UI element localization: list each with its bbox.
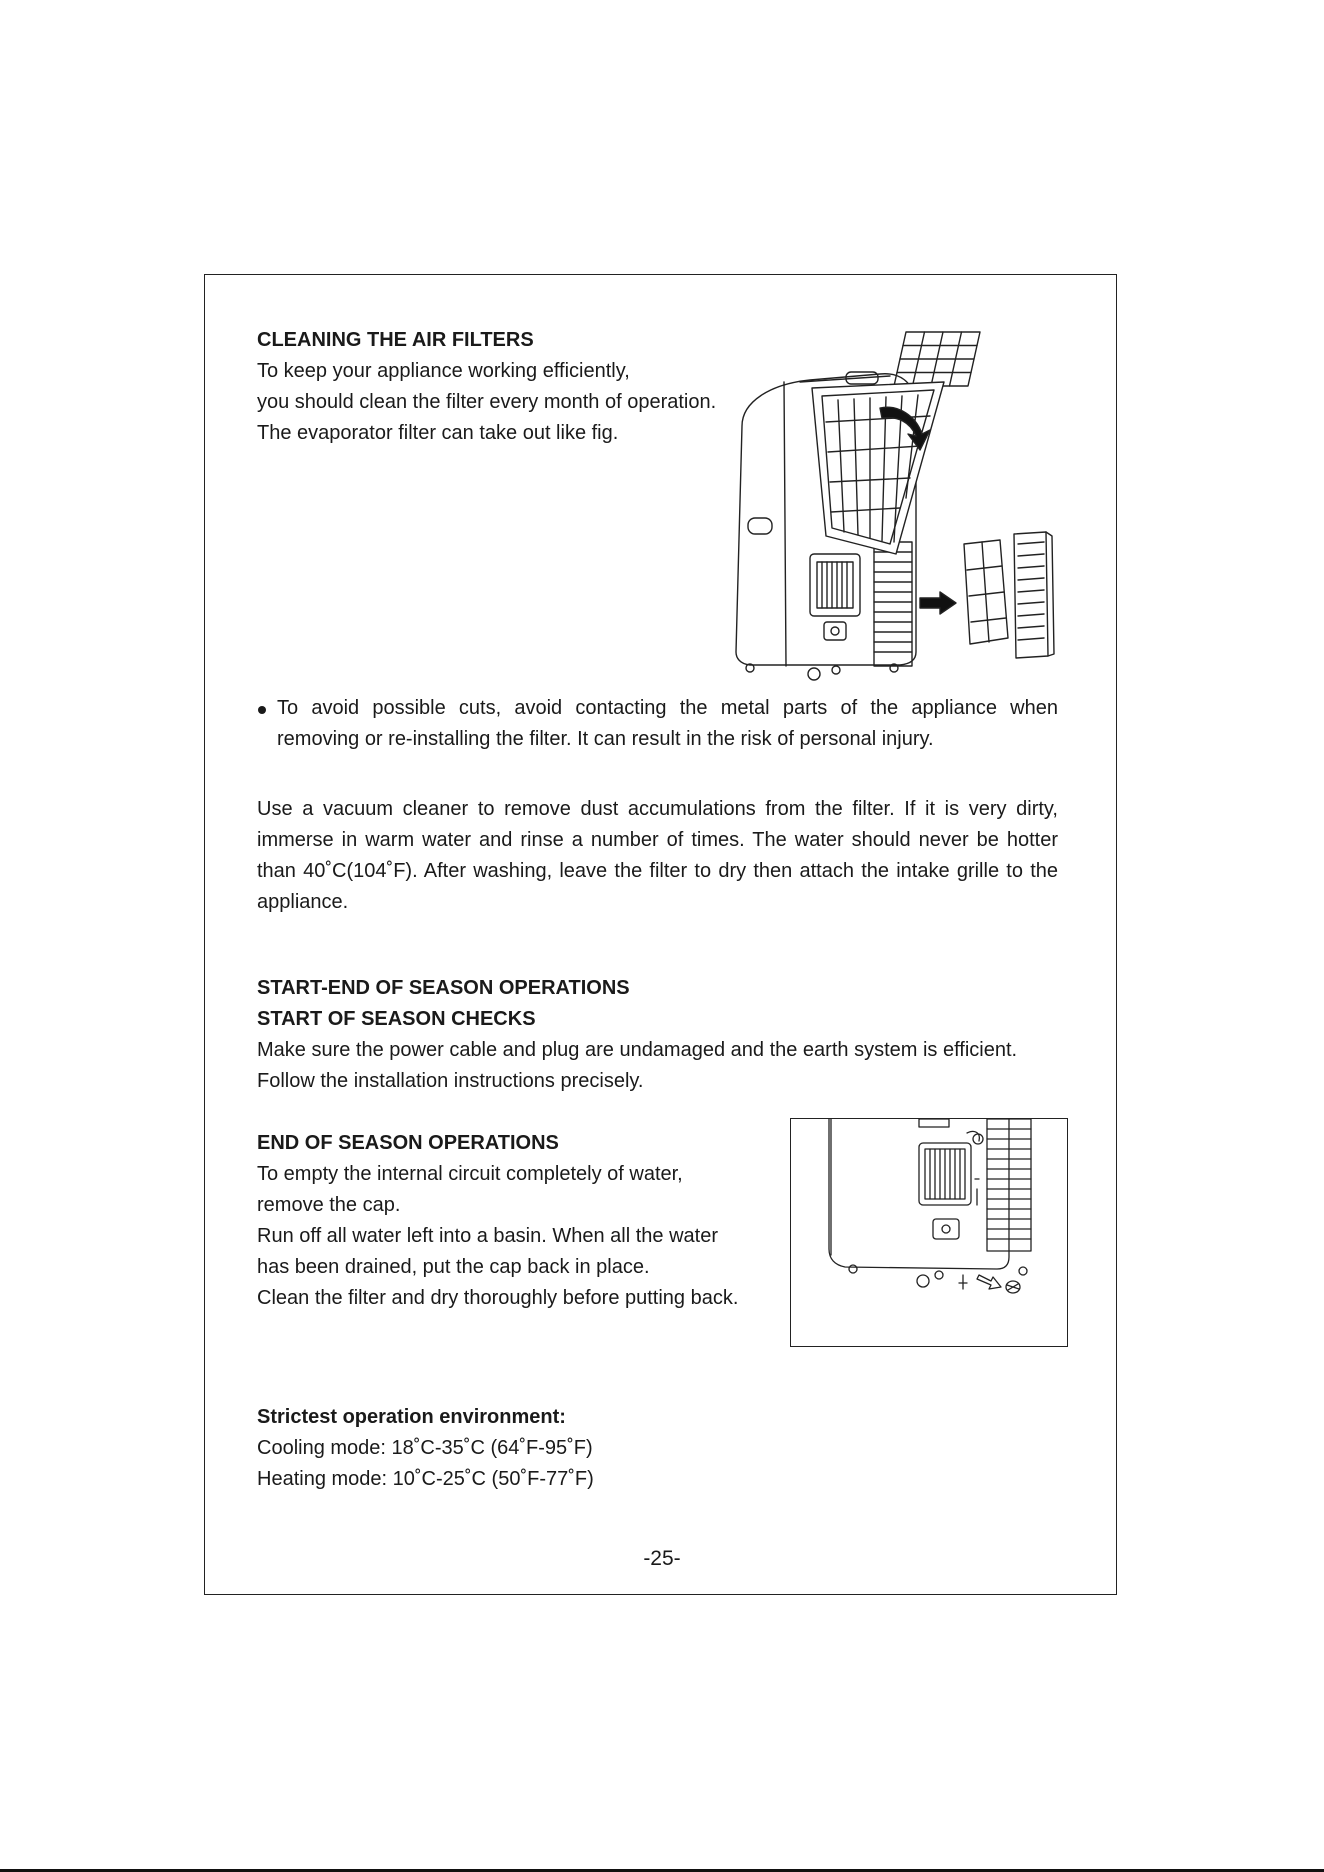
safety-bullet bbox=[277, 693, 1058, 755]
safety-bullet-line: removing or re-installing the filter. It can result in the risk of personal injury. bbox=[277, 728, 934, 750]
end-season-title: END OF SEASON OPERATIONS bbox=[257, 1132, 559, 1154]
start-season-text bbox=[257, 1035, 1017, 1097]
cleaning-intro-line: To keep your appliance working efficiently, bbox=[257, 360, 630, 382]
washing-paragraph bbox=[257, 794, 1058, 918]
end-season-line: Run off all water left into a basin. When all the water bbox=[257, 1225, 718, 1247]
filter-door bbox=[812, 382, 944, 554]
page-number: -25- bbox=[643, 1547, 681, 1570]
right-arrow-icon bbox=[920, 592, 956, 614]
heating-mode: Heating mode: 10˚C-25˚C (50˚F-77˚F) bbox=[257, 1468, 594, 1490]
filter-frame bbox=[964, 540, 1008, 644]
filter-panel bbox=[1014, 532, 1054, 658]
washing-line: than 40˚C(104˚F). After washing, leave the filter to dry then attach the intake grille to the bbox=[257, 860, 1058, 882]
filter-grid-icon bbox=[894, 332, 980, 386]
end-season-line: has been drained, put the cap back in place. bbox=[257, 1256, 650, 1278]
drain-plug-icon bbox=[959, 1275, 967, 1289]
washing-line: Use a vacuum cleaner to remove dust accumulations from the filter. If it is very dirty, bbox=[257, 798, 1058, 820]
end-season-line: Clean the filter and dry thoroughly before putting back. bbox=[257, 1287, 739, 1309]
season-title: START-END OF SEASON OPERATIONS bbox=[257, 977, 630, 999]
cleaning-intro-line: you should clean the filter every month of operation. bbox=[257, 391, 717, 413]
bullet-dot bbox=[258, 706, 266, 714]
start-season-line: Follow the installation instructions precisely. bbox=[257, 1070, 644, 1092]
cooling-mode: Cooling mode: 18˚C-35˚C (64˚F-95˚F) bbox=[257, 1437, 593, 1459]
cleaning-intro-line: The evaporator filter can take out like fig. bbox=[257, 422, 619, 444]
drain-illustration-box bbox=[790, 1118, 1068, 1347]
drain-cap-illustration bbox=[791, 1119, 1068, 1347]
end-season-line: To empty the internal circuit completely of water, bbox=[257, 1163, 683, 1185]
start-season-title: START OF SEASON CHECKS bbox=[257, 1008, 536, 1030]
cleaning-intro bbox=[257, 356, 716, 449]
end-season-text bbox=[257, 1159, 738, 1314]
environment-text bbox=[257, 1433, 594, 1495]
safety-bullet-line: To avoid possible cuts, avoid contacting the metal parts of the appliance when bbox=[277, 697, 1058, 719]
drain-arrow-icon bbox=[977, 1275, 1001, 1289]
washing-line: appliance. bbox=[257, 891, 349, 913]
filter-removal-illustration bbox=[730, 322, 1070, 684]
start-season-line: Make sure the power cable and plug are undamaged and the earth system is efficient. bbox=[257, 1039, 1018, 1061]
cleaning-title: CLEANING THE AIR FILTERS bbox=[257, 329, 534, 351]
washing-line: immerse in warm water and rinse a number of times. The water should never be hotter bbox=[257, 829, 1058, 851]
end-season-line: remove the cap. bbox=[257, 1194, 401, 1216]
environment-title: Strictest operation environment: bbox=[257, 1406, 566, 1428]
drain-cap-icon bbox=[1006, 1281, 1020, 1293]
